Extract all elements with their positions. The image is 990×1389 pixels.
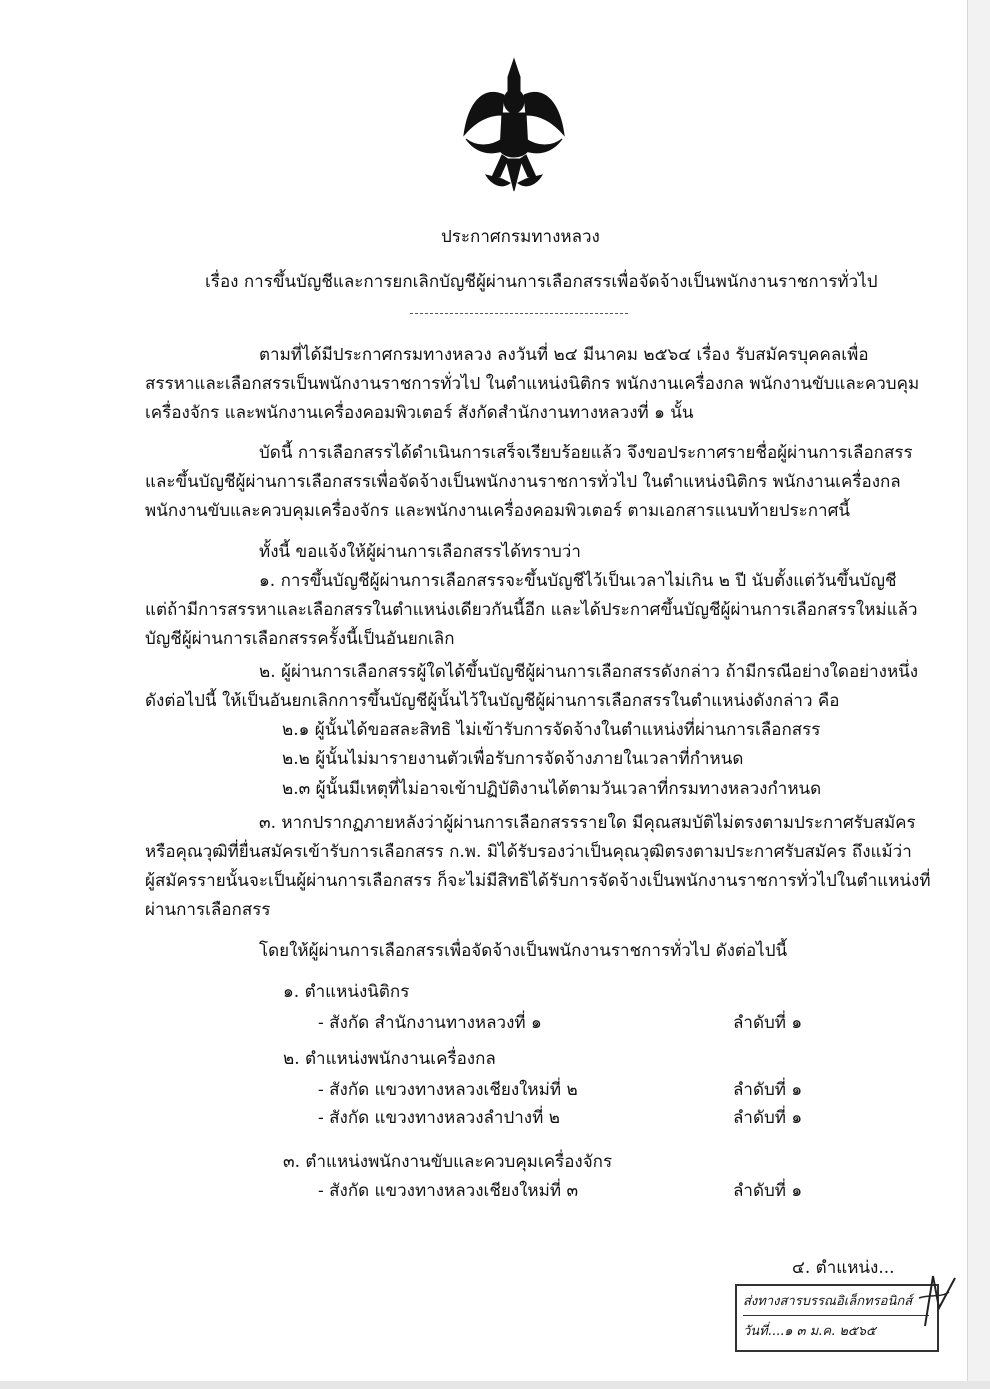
page-bottom-edge xyxy=(0,1381,990,1389)
garuda-emblem-icon xyxy=(462,55,566,195)
position-rank: ลำดับที่ ๑ xyxy=(733,1080,803,1100)
para3-intro: ทั้งนี้ ขอแจ้งให้ผู้ผ่านการเลือกสรรได้ทราบว่า xyxy=(259,542,581,562)
para1-line: สรรหาและเลือกสรรเป็นพนักงานราชการทั่วไป ในตำแหน่งนิติกร พนักงานเครื่องกล พนักงานขับและควบคุม xyxy=(145,374,920,394)
item3-line: ผู้สมัครรายนั้นจะเป็นผู้ผ่านการเลือกสรร ก็จะไม่มีสิทธิได้รับการจัดจ้างเป็นพนักงานราชการทั่วไปในตำแหน่งที่ xyxy=(145,871,931,891)
item2-sub: ๒.๒ ผู้นั้นไม่มารายงานตัวเพื่อรับการจัดจ้างภายในเวลาที่กำหนด xyxy=(282,749,744,769)
item1-line: บัญชีผู้ผ่านการเลือกสรรครั้งนี้เป็นอันยกเลิก xyxy=(145,629,455,649)
item3-line: หรือคุณวุฒิที่ยื่นสมัครเข้ารับการเลือกสรร ก.พ. มิได้รับรองว่าเป็นคุณวุฒิตรงตามประกาศรับสมัคร ถึงแม้ว่า xyxy=(145,842,912,862)
position-unit: - สังกัด สำนักงานทางหลวงที่ ๑ xyxy=(318,1013,542,1033)
position-title: ๓. ตำแหน่งพนักงานขับและควบคุมเครื่องจักร xyxy=(283,1152,613,1172)
stamp-line-2: วันที่....๑ ๓ ม.ค. ๒๕๖๕ xyxy=(743,1324,876,1339)
para1-line: ตามที่ได้มีประกาศกรมทางหลวง ลงวันที่ ๒๔ มีนาคม ๒๕๖๔ เรื่อง รับสมัครบุคคลเพื่อ xyxy=(259,345,869,365)
para4: โดยให้ผู้ผ่านการเลือกสรรเพื่อจัดจ้างเป็นพนักงานราชการทั่วไป ดังต่อไปนี้ xyxy=(259,941,788,961)
item2-line: ๒. ผู้ผ่านการเลือกสรรผู้ใดได้ขึ้นบัญชีผู้ผ่านการเลือกสรรดังกล่าว ถ้ามีกรณีอย่างใดอย่างหนึ่ง xyxy=(259,662,919,682)
position-rank: ลำดับที่ ๑ xyxy=(733,1181,803,1201)
item2-line: ดังต่อไปนี้ ให้เป็นอันยกเลิกการขึ้นบัญชีผู้นั้นไว้ในบัญชีผู้ผ่านการเลือกสรรในตำแหน่งดังกล่าว คือ xyxy=(145,691,840,711)
signature-mark-icon xyxy=(905,1268,965,1328)
position-title: ๑. ตำแหน่งนิติกร xyxy=(283,982,410,1002)
divider xyxy=(410,313,628,314)
position-rank: ลำดับที่ ๑ xyxy=(733,1108,803,1128)
item1-line: ๑. การขึ้นบัญชีผู้ผ่านการเลือกสรรจะขึ้นบัญชีไว้เป็นเวลาไม่เกิน ๒ ปี นับตั้งแต่วันขึ้นบัญชี xyxy=(259,571,897,591)
item3-line: ผ่านการเลือกสรร xyxy=(145,900,271,920)
position-rank: ลำดับที่ ๑ xyxy=(733,1013,803,1033)
stamp-divider xyxy=(743,1315,929,1316)
para1-line: เครื่องจักร และพนักงานเครื่องคอมพิวเตอร์ สังกัดสำนักงานทางหลวงที่ ๑ นั้น xyxy=(145,403,694,423)
item1-line: แต่ถ้ามีการสรรหาและเลือกสรรในตำแหน่งเดียวกันนี้อีก และได้ประกาศขึ้นบัญชีผู้ผ่านการเลือกสรรใหม่แล้ว xyxy=(145,600,918,620)
position-unit: - สังกัด แขวงทางหลวงเชียงใหม่ที่ ๒ xyxy=(318,1080,578,1100)
item3-line: ๓. หากปรากฏภายหลังว่าผู้ผ่านการเลือกสรรรายใด มีคุณสมบัติไม่ตรงตามประกาศรับสมัคร xyxy=(259,813,916,833)
item2-sub: ๒.๑ ผู้นั้นได้ขอสละสิทธิ ไม่เข้ารับการจัดจ้างในตำแหน่งที่ผ่านการเลือกสรร xyxy=(282,720,821,740)
position-unit: - สังกัด แขวงทางหลวงเชียงใหม่ที่ ๓ xyxy=(318,1181,579,1201)
para2-line: และขึ้นบัญชีผู้ผ่านการเลือกสรรเพื่อจัดจ้างเป็นพนักงานราชการทั่วไป ในตำแหน่งนิติกร พนักงานเครื่องกล xyxy=(145,472,901,492)
document-subject: เรื่อง การขึ้นบัญชีและการยกเลิกบัญชีผู้ผ่านการเลือกสรรเพื่อจัดจ้างเป็นพนักงานราชการทั่วไป xyxy=(205,272,878,292)
para2-line: พนักงานขับและควบคุมเครื่องจักร และพนักงานเครื่องคอมพิวเตอร์ ตามเอกสารแนบท้ายประกาศนี้ xyxy=(145,501,851,521)
stamp-line-1: ส่งทางสารบรรณอิเล็กทรอนิกส์ xyxy=(743,1294,913,1309)
position-unit: - สังกัด แขวงทางหลวงลำปางที่ ๒ xyxy=(318,1108,560,1128)
position-title: ๒. ตำแหน่งพนักงานเครื่องกล xyxy=(283,1049,496,1069)
document-title: ประกาศกรมทางหลวง xyxy=(441,227,600,247)
continuation-marker: ๔. ตำแหน่ง... xyxy=(792,1258,895,1278)
para2-line: บัดนี้ การเลือกสรรได้ดำเนินการเสร็จเรียบร้อยแล้ว จึงขอประกาศรายชื่อผู้ผ่านการเลือกสรร xyxy=(259,443,913,463)
item2-sub: ๒.๓ ผู้นั้นมีเหตุที่ไม่อาจเข้าปฏิบัติงานได้ตามวันเวลาที่กรมทางหลวงกำหนด xyxy=(282,779,822,799)
page-edge xyxy=(967,0,990,1389)
